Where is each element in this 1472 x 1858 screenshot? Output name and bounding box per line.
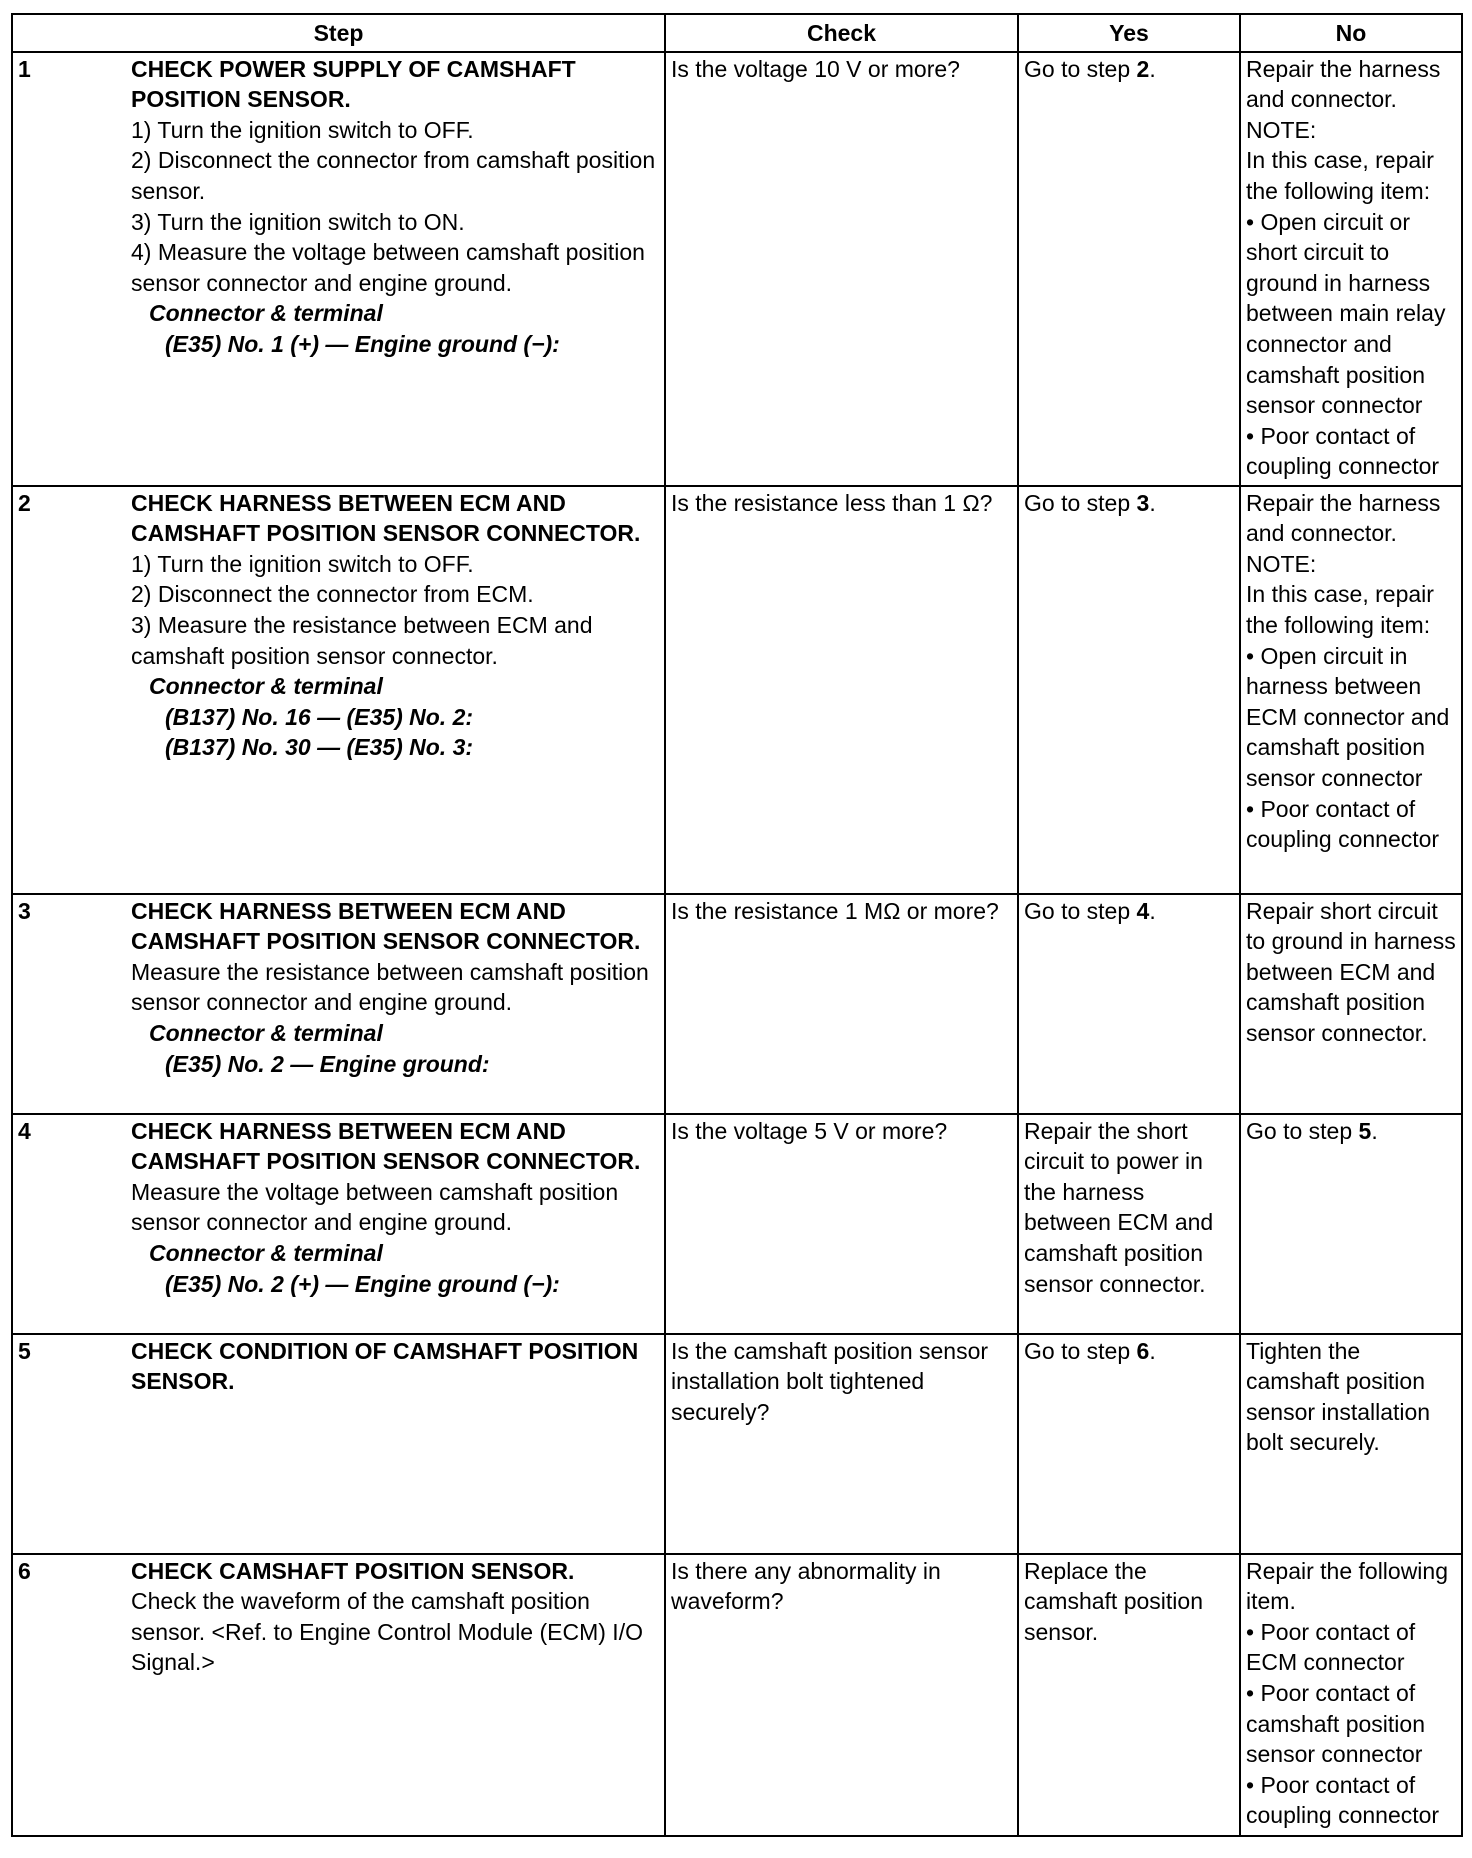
yes-suffix: . bbox=[1149, 1337, 1156, 1364]
step-number: 6 bbox=[18, 1557, 31, 1584]
connector-terminal-label: Connector & terminal bbox=[149, 300, 383, 327]
step-reference: 4 bbox=[1136, 897, 1150, 924]
step-number: 2 bbox=[18, 489, 31, 516]
yes-text: Go to step bbox=[1024, 1337, 1137, 1364]
instruction: Measure the resistance between camshaft position sensor connector and engine ground. bbox=[131, 958, 649, 1016]
step-cell bbox=[12, 1114, 665, 1334]
step-reference: 6 bbox=[1136, 1337, 1150, 1364]
yes-text: Go to step bbox=[1024, 55, 1137, 82]
no-cell bbox=[1240, 894, 1462, 1114]
note-label: NOTE: bbox=[1246, 116, 1317, 143]
step-title: CHECK CONDITION OF CAMSHAFT POSITION SENSOR. bbox=[131, 1337, 639, 1395]
header-check: Check bbox=[665, 14, 1018, 52]
step-title: CHECK HARNESS BETWEEN ECM AND CAMSHAFT POSITION SENSOR CONNECTOR. bbox=[131, 897, 641, 955]
no-text: In this case, repair the following item: bbox=[1246, 147, 1434, 204]
bullet-item: • Poor contact of coupling connector bbox=[1246, 795, 1440, 853]
no-text: Go to step bbox=[1246, 1117, 1359, 1144]
yes-text: Go to step bbox=[1024, 489, 1137, 516]
header-step: Step bbox=[12, 14, 665, 52]
yes-cell bbox=[1018, 52, 1240, 486]
terminal-spec: (E35) No. 2 (+) — Engine ground (−): bbox=[165, 1270, 560, 1297]
no-text: Repair the harness and connector. bbox=[1246, 55, 1441, 113]
step-cell bbox=[12, 52, 665, 486]
step-cell bbox=[12, 486, 665, 894]
instruction: 1) Turn the ignition switch to OFF. bbox=[131, 550, 474, 577]
terminal-spec: (E35) No. 2 — Engine ground: bbox=[165, 1050, 490, 1077]
bullet-item: • Poor contact of camshaft position sensor connector bbox=[1246, 1679, 1425, 1768]
no-suffix: . bbox=[1371, 1117, 1378, 1144]
no-cell bbox=[1240, 1114, 1462, 1334]
step-reference: 3 bbox=[1136, 489, 1150, 516]
step-cell bbox=[12, 1554, 665, 1836]
yes-suffix: . bbox=[1149, 897, 1156, 924]
step-title: CHECK HARNESS BETWEEN ECM AND CAMSHAFT POSITION SENSOR CONNECTOR. bbox=[131, 489, 641, 547]
no-text: Repair the harness and connector. bbox=[1246, 489, 1441, 547]
no-cell bbox=[1240, 486, 1462, 894]
no-cell bbox=[1240, 52, 1462, 486]
step-cell bbox=[12, 894, 665, 1114]
bullet-item: • Poor contact of coupling connector bbox=[1246, 1771, 1440, 1829]
yes-suffix: . bbox=[1149, 55, 1156, 82]
no-text: Repair the following item. bbox=[1246, 1557, 1449, 1615]
yes-cell bbox=[1018, 486, 1240, 894]
header-yes: Yes bbox=[1018, 14, 1240, 52]
diagnostic-procedure-table bbox=[11, 13, 1463, 1837]
table-row bbox=[12, 894, 1462, 1114]
table-row bbox=[12, 1554, 1462, 1836]
yes-cell bbox=[1018, 894, 1240, 1114]
no-text: Tighten the camshaft position sensor installation bolt securely. bbox=[1246, 1337, 1431, 1456]
table-header-row bbox=[12, 14, 1462, 52]
instruction: 3) Turn the ignition switch to ON. bbox=[131, 208, 465, 235]
bullet-item: • Open circuit in harness between ECM connector and camshaft position sensor connector bbox=[1246, 642, 1450, 791]
table-row bbox=[12, 52, 1462, 486]
instruction: 2) Disconnect the connector from ECM. bbox=[131, 581, 534, 608]
no-cell bbox=[1240, 1554, 1462, 1836]
check-cell: Is there any abnormality in waveform? bbox=[665, 1554, 1018, 1836]
bullet-item: • Open circuit or short circuit to ground in harness between main relay connector and camshaft position sensor connector bbox=[1246, 208, 1446, 419]
instruction: 3) Measure the resistance between ECM and camshaft position sensor connector. bbox=[131, 611, 593, 669]
step-title: CHECK POWER SUPPLY OF CAMSHAFT POSITION SENSOR. bbox=[131, 55, 576, 113]
step-title: CHECK CAMSHAFT POSITION SENSOR. bbox=[131, 1557, 575, 1584]
step-cell bbox=[12, 1334, 665, 1554]
instruction: Check the waveform of the camshaft position sensor. <Ref. to Engine Control Module (ECM) I/O Signal.> bbox=[131, 1588, 643, 1676]
connector-terminal-label: Connector & terminal bbox=[149, 1239, 383, 1266]
no-cell bbox=[1240, 1334, 1462, 1554]
yes-cell: Replace the camshaft position sensor. bbox=[1018, 1554, 1240, 1836]
terminal-spec: (B137) No. 30 — (E35) No. 3: bbox=[165, 734, 474, 761]
table-row bbox=[12, 1114, 1462, 1334]
bullet-item: • Poor contact of ECM connector bbox=[1246, 1618, 1416, 1676]
no-text: Repair short circuit to ground in harness between ECM and camshaft position sensor connector. bbox=[1246, 897, 1456, 1046]
yes-text: Go to step bbox=[1024, 897, 1137, 924]
connector-terminal-label: Connector & terminal bbox=[149, 673, 383, 700]
check-cell: Is the voltage 5 V or more? bbox=[665, 1114, 1018, 1334]
yes-suffix: . bbox=[1149, 489, 1156, 516]
yes-cell bbox=[1018, 1334, 1240, 1554]
step-reference: 2 bbox=[1136, 55, 1150, 82]
check-cell: Is the resistance less than 1 Ω? bbox=[665, 486, 1018, 894]
bullet-item: • Poor contact of coupling connector bbox=[1246, 422, 1440, 480]
check-cell: Is the voltage 10 V or more? bbox=[665, 52, 1018, 486]
step-number: 4 bbox=[18, 1117, 31, 1144]
instruction: 2) Disconnect the connector from camshaft position sensor. bbox=[131, 147, 656, 204]
terminal-spec: (E35) No. 1 (+) — Engine ground (−): bbox=[165, 330, 560, 357]
step-number: 3 bbox=[18, 897, 31, 924]
instruction: Measure the voltage between camshaft position sensor connector and engine ground. bbox=[131, 1178, 619, 1236]
terminal-spec: (B137) No. 16 — (E35) No. 2: bbox=[165, 703, 474, 730]
instruction: 1) Turn the ignition switch to OFF. bbox=[131, 116, 474, 143]
check-cell: Is the camshaft position sensor installation bolt tightened securely? bbox=[665, 1334, 1018, 1554]
no-text: In this case, repair the following item: bbox=[1246, 581, 1434, 638]
check-cell: Is the resistance 1 MΩ or more? bbox=[665, 894, 1018, 1114]
connector-terminal-label: Connector & terminal bbox=[149, 1019, 383, 1046]
header-no: No bbox=[1240, 14, 1462, 52]
yes-cell: Repair the short circuit to power in the harness between ECM and camshaft position sensor connector. bbox=[1018, 1114, 1240, 1334]
step-title: CHECK HARNESS BETWEEN ECM AND CAMSHAFT POSITION SENSOR CONNECTOR. bbox=[131, 1117, 641, 1175]
instruction: 4) Measure the voltage between camshaft position sensor connector and engine ground. bbox=[131, 239, 645, 296]
step-number: 1 bbox=[18, 55, 31, 82]
table-row bbox=[12, 1334, 1462, 1554]
step-reference: 5 bbox=[1358, 1117, 1372, 1144]
note-label: NOTE: bbox=[1246, 550, 1317, 577]
step-number: 5 bbox=[18, 1337, 31, 1364]
table-row bbox=[12, 486, 1462, 894]
